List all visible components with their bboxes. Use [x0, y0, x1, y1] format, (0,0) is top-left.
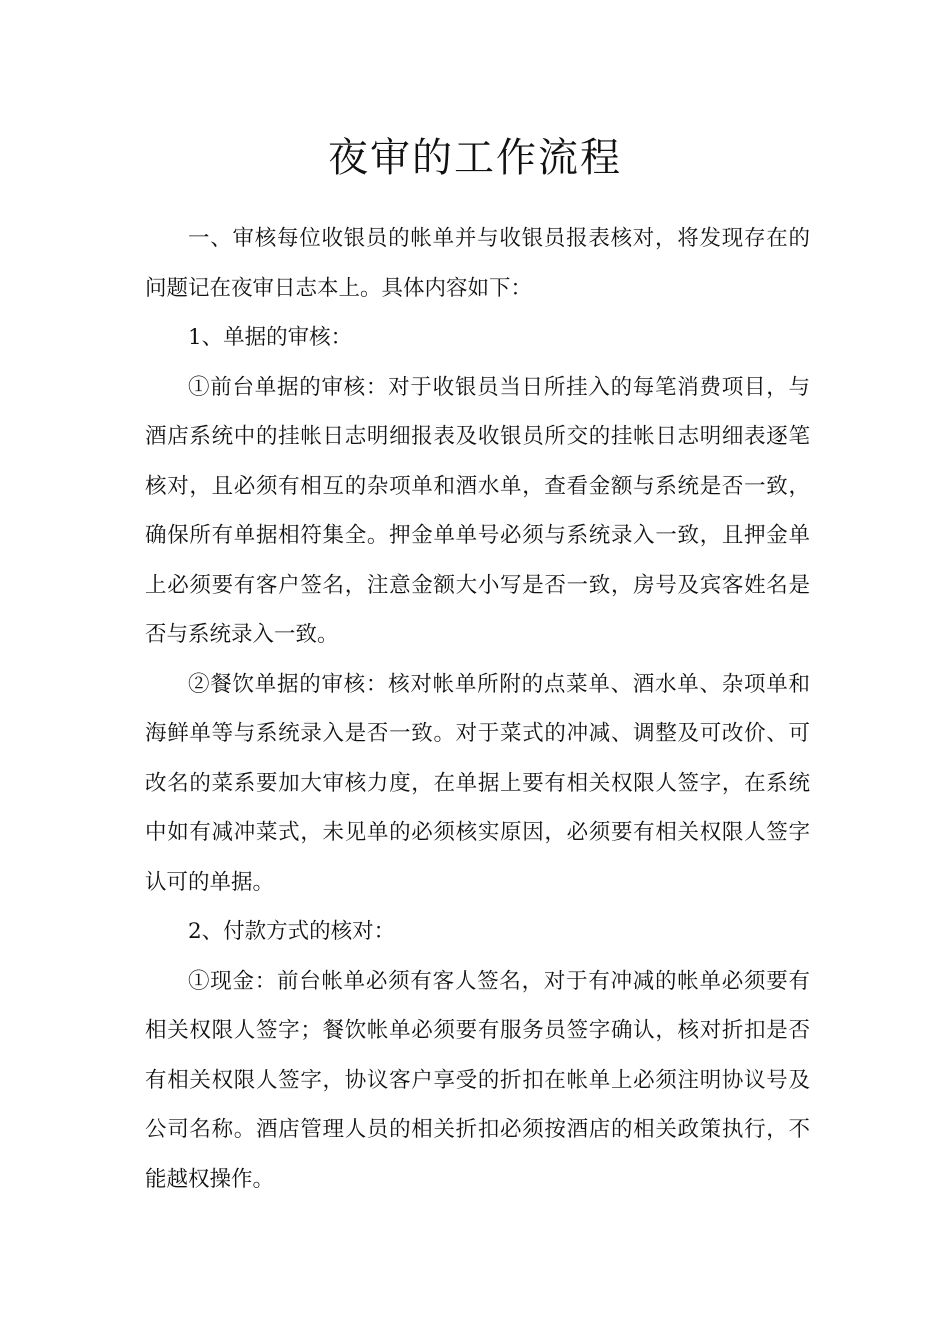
paragraph-section-one: 一、审核每位收银员的帐单并与收银员报表核对，将发现存在的问题记在夜审日志本上。具体内容如下： — [145, 226, 810, 301]
paragraph-cash-check: ①现金：前台帐单必须有客人签名，对于有冲减的帐单必须要有相关权限人签字；餐饮帐单必须要有服务员签字确认，核对折扣是否有相关权限人签字，协议客户享受的折扣在帐单上必须注明协议号及公司名称。酒店管理人员的相关折扣必须按酒店的相关政策执行，不能越权操作。 — [145, 968, 810, 1192]
paragraph-heading-payment-check: 2、付款方式的核对： — [188, 919, 396, 944]
paragraph-heading-document-review: 1、单据的审核： — [188, 325, 353, 350]
paragraph-catering-review: ②餐饮单据的审核：核对帐单所附的点菜单、酒水单、杂项单和海鲜单等与系统录入是否一致。对于菜式的冲减、调整及可改价、可改名的菜系要加大审核力度，在单据上要有相关权限人签字，在系统中如有减冲菜式，未见单的必须核实原因，必须要有相关权限人签字认可的单据。 — [145, 671, 810, 895]
paragraph-front-desk-review: ①前台单据的审核：对于收银员当日所挂入的每笔消费项目，与酒店系统中的挂帐日志明细报表及收银员所交的挂帐日志明细表逐笔核对，且必须有相互的杂项单和酒水单，查看金额与系统是否一致，确保所有单据相符集全。押金单单号必须与系统录入一致，且押金单上必须要有客户签名，注意金额大小写是否一致，房号及宾客姓名是否与系统录入一致。 — [145, 374, 810, 647]
document-title: 夜审的工作流程 — [328, 135, 622, 181]
document-body — [145, 214, 810, 1204]
